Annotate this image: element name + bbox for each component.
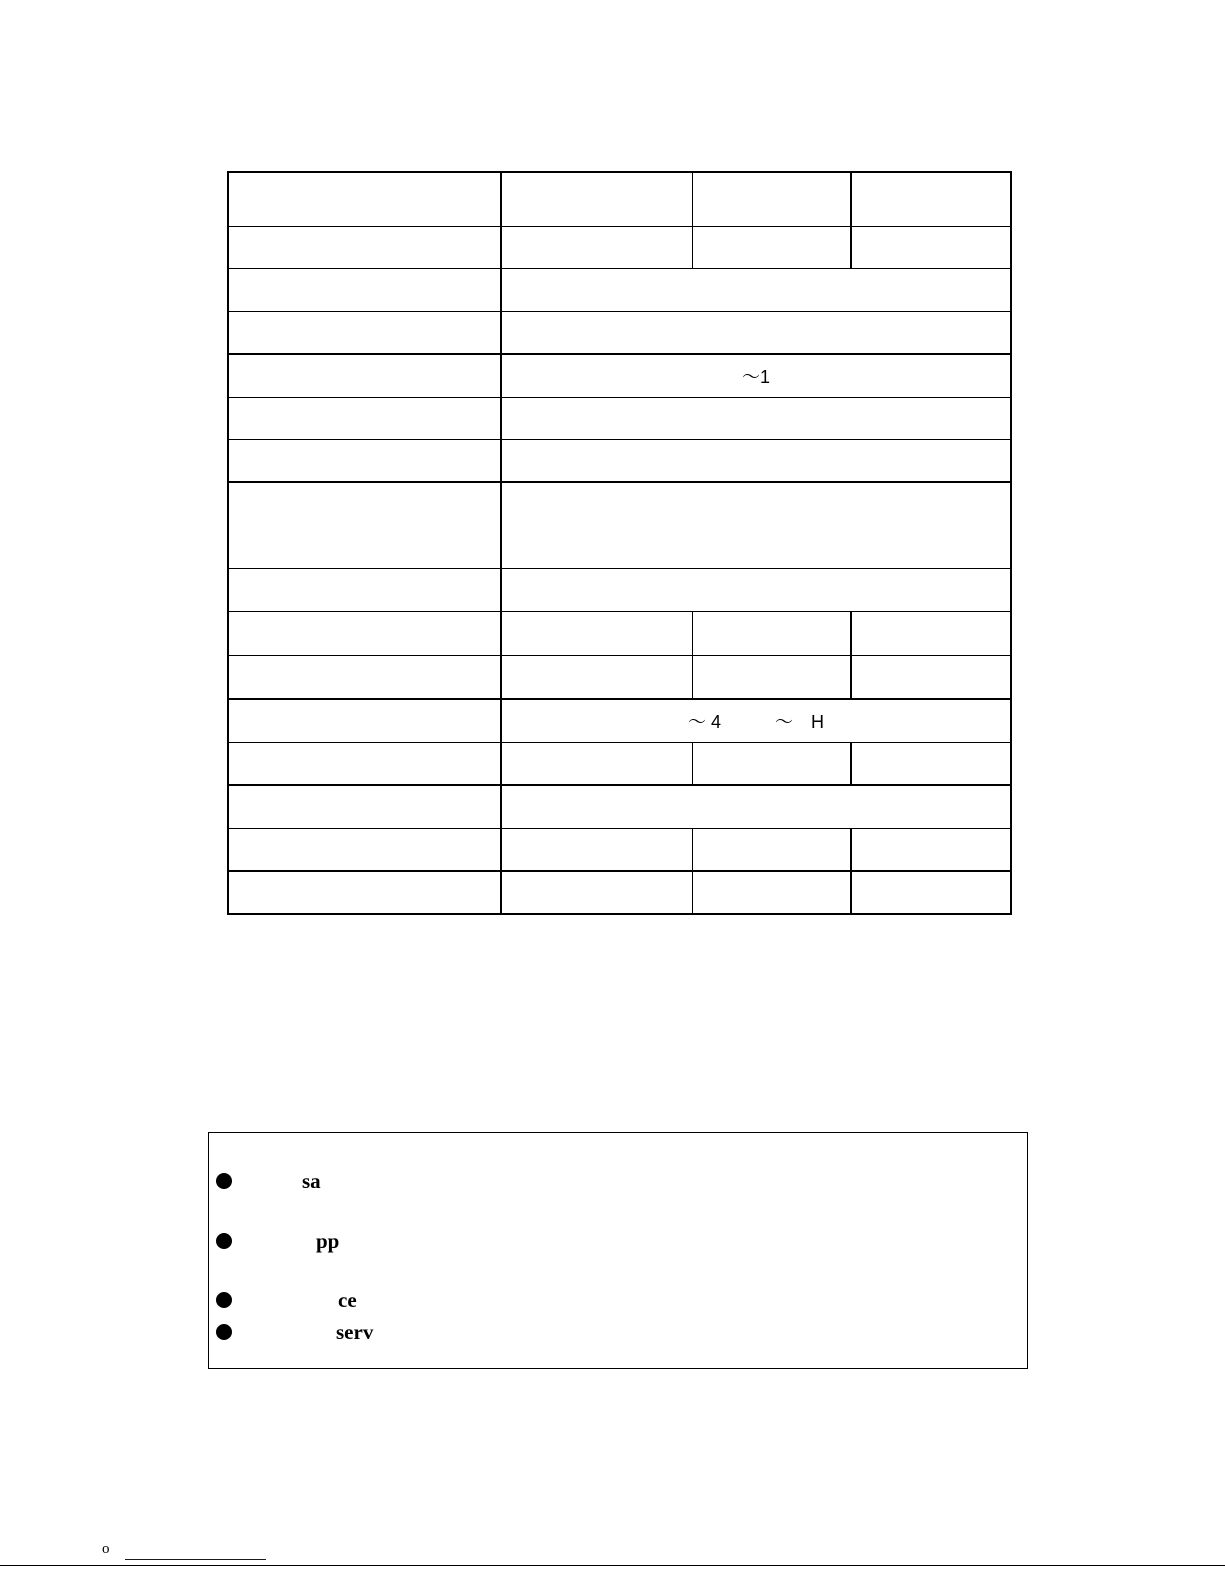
table-row — [228, 828, 1011, 871]
row-label-cell — [228, 785, 501, 828]
table-row — [228, 172, 1011, 226]
value-cell — [501, 742, 692, 785]
note-text: ce — [338, 1287, 357, 1312]
value-cell — [501, 828, 692, 871]
value-cell — [851, 871, 1011, 914]
table-row — [228, 742, 1011, 785]
row-label-cell — [228, 828, 501, 871]
value-cell — [501, 226, 692, 268]
value-cell — [501, 611, 692, 655]
row-label-cell — [228, 226, 501, 268]
value-cell — [692, 226, 851, 268]
table-row — [228, 311, 1011, 354]
value-cell — [851, 655, 1011, 699]
table-row — [228, 268, 1011, 311]
footer-letter: o — [102, 1541, 110, 1557]
value-cell — [692, 871, 851, 914]
value-cell — [501, 397, 1011, 439]
row-label-cell — [228, 268, 501, 311]
value-cell — [501, 439, 1011, 482]
value-cell — [692, 828, 851, 871]
table-row — [228, 568, 1011, 611]
value-cell — [501, 871, 692, 914]
bullet-icon — [216, 1173, 232, 1189]
value-cell — [501, 268, 1011, 311]
table-row — [228, 655, 1011, 699]
value-cell: ～1 — [501, 354, 1011, 397]
value-cell — [851, 226, 1011, 268]
row-label-cell — [228, 354, 501, 397]
value-cell — [851, 828, 1011, 871]
value-cell — [501, 655, 692, 699]
row-label-cell — [228, 311, 501, 354]
footer-link[interactable] — [125, 1541, 266, 1560]
row-label-cell — [228, 699, 501, 742]
notes-box — [208, 1132, 1028, 1369]
value-cell — [692, 611, 851, 655]
note-item — [209, 1320, 1027, 1344]
value-cell — [692, 655, 851, 699]
bullet-icon — [216, 1233, 232, 1249]
table-row — [228, 611, 1011, 655]
note-item — [209, 1288, 1027, 1312]
bullet-icon — [216, 1292, 232, 1308]
row-label-cell — [228, 397, 501, 439]
row-label-cell — [228, 568, 501, 611]
table-row — [228, 785, 1011, 828]
row-label-cell — [228, 742, 501, 785]
value-cell — [851, 172, 1011, 226]
value-cell — [501, 568, 1011, 611]
note-item — [209, 1229, 1027, 1253]
value-cell — [692, 172, 851, 226]
note-text: pp — [316, 1228, 340, 1253]
spec-table — [227, 171, 1012, 915]
table-row — [228, 397, 1011, 439]
value-cell — [851, 742, 1011, 785]
note-text: serv — [336, 1319, 374, 1344]
bullet-icon — [216, 1324, 232, 1340]
value-cell: ～ 4 ～ H — [501, 699, 1011, 742]
row-label-cell — [228, 611, 501, 655]
row-label-cell — [228, 482, 501, 568]
value-cell — [851, 611, 1011, 655]
table-row — [228, 871, 1011, 914]
table-row — [228, 699, 1011, 742]
value-cell — [501, 482, 1011, 568]
row-label-cell — [228, 871, 501, 914]
note-text: sa — [302, 1168, 321, 1193]
row-label-cell — [228, 655, 501, 699]
value-cell — [692, 742, 851, 785]
table-row — [228, 226, 1011, 268]
row-label-cell — [228, 172, 501, 226]
table-row — [228, 439, 1011, 482]
value-cell — [501, 311, 1011, 354]
note-item — [209, 1169, 1027, 1193]
table-row — [228, 354, 1011, 397]
row-label-cell — [228, 439, 501, 482]
value-cell — [501, 172, 692, 226]
table-row — [228, 482, 1011, 568]
value-cell — [501, 785, 1011, 828]
footer-divider — [0, 1565, 1225, 1566]
